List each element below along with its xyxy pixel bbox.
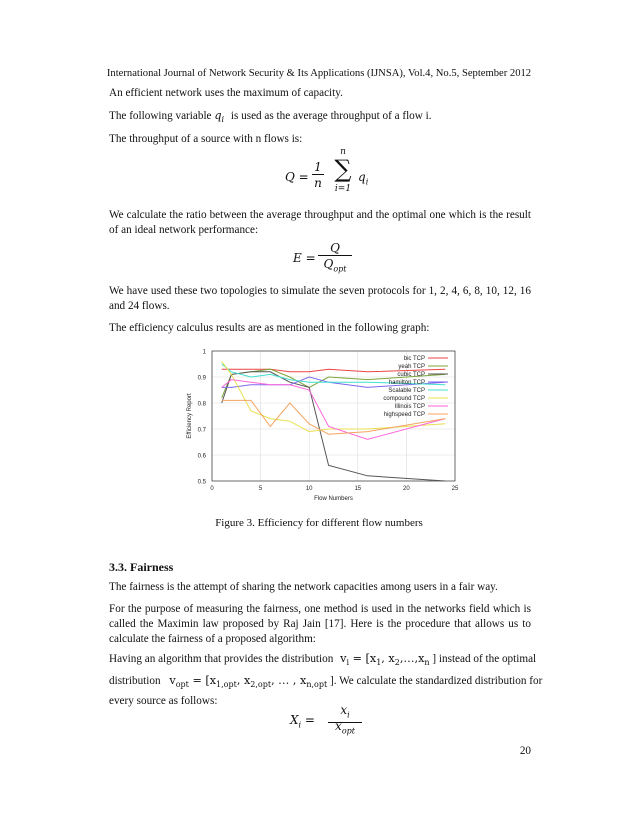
page-number: 20	[519, 745, 531, 757]
eq2-den-subscript: opt	[333, 264, 347, 274]
legend-label: yeah TCP	[398, 364, 425, 370]
legend-label: compound TCP	[383, 396, 425, 402]
legend-label: cubic TCP	[397, 372, 425, 378]
y-axis-label: Efficiency Report	[187, 393, 193, 439]
distribution-end: ,…,x	[399, 652, 425, 665]
equation-efficiency	[293, 241, 373, 275]
distribution-vector	[340, 652, 430, 668]
paragraph-topologies: We have used these two topologies to simulate the seven protocols for 1, 2, 4, 6, 8, 10, 12, 16 and 24 flows.	[109, 285, 531, 312]
paragraph-every-source: every source as follows:	[109, 695, 218, 707]
eq3-lhs-subscript: i	[298, 720, 302, 730]
x-tick-label: 20	[403, 486, 410, 492]
y-tick-label: 0.8	[197, 401, 206, 408]
eq3-den-x: x	[335, 719, 342, 733]
x-tick-label: 5	[258, 486, 263, 492]
sum-symbol: ∑	[334, 155, 352, 183]
paragraph-variable-text-b: is used as the average throughput of a flow i.	[230, 110, 432, 122]
eq3-denominator	[328, 719, 362, 738]
xn-subscript: n	[424, 658, 430, 668]
optimal-comma2: , … , x	[271, 674, 307, 687]
eq2-den-q: Q	[323, 257, 334, 271]
eq3-lhs	[290, 713, 315, 729]
legend-label: hamilton TCP	[388, 380, 425, 386]
eq1-sum-lower: i=1	[334, 184, 352, 194]
optimal-text-b: ]. We calculate the standardized distribution for	[330, 675, 543, 687]
y-tick-label: 0.7	[197, 427, 206, 434]
legend-label: highspeed TCP	[383, 412, 425, 418]
optimal-vector	[169, 674, 328, 690]
legend-label: bic TCP	[403, 356, 425, 362]
eq1-denominator: n	[314, 176, 322, 190]
paragraph-fairness-def: The fairness is the attempt of sharing the network capacities among users in a fair way.	[109, 581, 498, 593]
eq2-numerator: Q	[318, 241, 352, 256]
variable-q: q	[214, 109, 222, 122]
optimal-text-a: distribution	[109, 675, 161, 687]
eq1-term	[358, 170, 368, 186]
eq1-term-subscript: i	[365, 177, 369, 187]
paragraph-maximin: For the purpose of measuring the fairness, one method is used in the networks field which is called the Maximin law proposed by Raj Jain [17]. Here is the procedure that allows us to calculate the fairness of a proposed algorithm:	[109, 603, 531, 645]
x-tick-label: 0	[210, 486, 214, 492]
equation-throughput	[285, 147, 405, 198]
x2-subscript: 2	[394, 658, 400, 668]
paragraph-distribution	[109, 651, 537, 670]
paragraph-variable	[109, 108, 432, 127]
figure-caption: Figure 3. Efficiency for different flow numbers	[215, 517, 423, 529]
y-tick-label: 0.5	[197, 479, 206, 486]
paragraph-throughput: The throughput of a source with n flows is:	[109, 133, 303, 145]
y-tick-label: 0.6	[197, 453, 206, 460]
eq3-den-subscript: opt	[341, 726, 355, 736]
paragraph-results-intro: The efficiency calculus results are as mentioned in the following graph:	[109, 322, 430, 334]
distribution-text-a: Having an algorithm that provides the distribution	[109, 653, 334, 665]
eq3-lhs-x: X	[290, 713, 299, 727]
vopt-subscript: opt	[175, 680, 189, 690]
section-heading: 3.3. Fairness	[109, 560, 174, 574]
eq1-sum-upper: n	[340, 147, 346, 157]
distribution-eq: = [x	[352, 652, 377, 665]
eq1-lhs: Q =	[285, 170, 309, 184]
x1opt-subscript: 1,opt	[216, 680, 237, 690]
distribution-text-b: ] instead of the optimal	[432, 653, 537, 665]
x-tick-label: 15	[354, 486, 362, 492]
distribution-mid: , x	[381, 652, 395, 665]
variable-q-subscript: i	[221, 115, 225, 125]
optimal-comma1: , x	[236, 674, 251, 687]
paragraph-variable-text-a: The following variable	[109, 110, 212, 122]
eq3-equals: =	[301, 713, 315, 727]
paragraph-efficient-network: An efficient network uses the maximum of capacity.	[109, 87, 343, 99]
vopt-symbol: v	[169, 674, 176, 687]
legend-label: Illinois TCP	[394, 404, 425, 410]
paragraph-optimal-distribution	[109, 673, 543, 692]
x2opt-subscript: 2,opt	[250, 680, 272, 690]
x-axis-label: Flow Numbers	[314, 496, 353, 502]
eq1-term-q: q	[358, 170, 366, 184]
v-symbol: v	[340, 652, 347, 665]
equation-standardized	[290, 701, 380, 737]
paragraph-ratio: We calculate the ratio between the average throughput and the optimal one which is the result of an ideal network performance:	[109, 209, 531, 236]
eq3-num-subscript: i	[347, 710, 350, 720]
x1-subscript: 1	[376, 658, 382, 668]
legend-label: Scalable TCP	[388, 388, 425, 394]
xnopt-subscript: n,opt	[306, 680, 328, 690]
eq1-numerator: 1	[312, 160, 324, 175]
y-tick-label: 0.9	[197, 375, 206, 382]
efficiency-chart	[180, 344, 470, 504]
x-tick-label: 25	[451, 486, 459, 492]
running-header: International Journal of Network Security & Its Applications (IJNSA), Vol.4, No.5, September 2012	[106, 68, 532, 79]
y-tick-label: 1	[202, 349, 206, 356]
optimal-eq: = [x	[192, 674, 217, 687]
x-tick-label: 10	[305, 486, 313, 492]
eq2-lhs: E =	[293, 251, 316, 265]
eq3-num-x: x	[340, 703, 348, 717]
v-subscript: i	[346, 658, 350, 668]
eq2-denominator	[318, 257, 352, 276]
